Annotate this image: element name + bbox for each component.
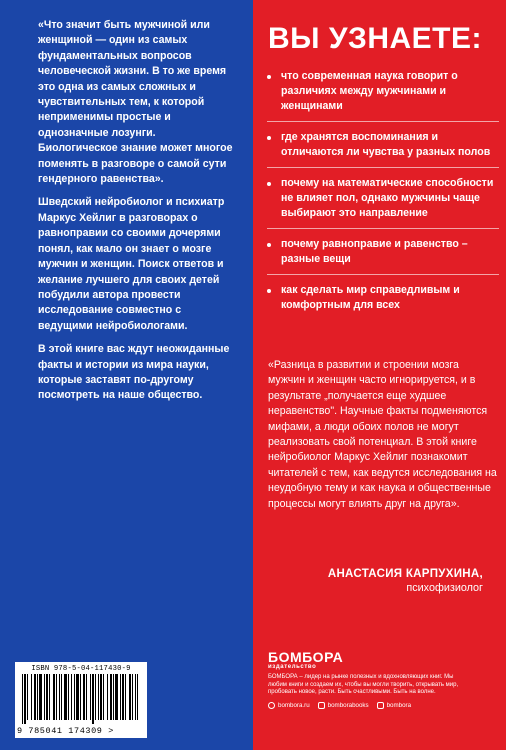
list-item	[267, 237, 499, 275]
instagram-icon	[318, 702, 325, 709]
publisher-block	[268, 650, 498, 709]
list-item-text: что современная наука говорит о различиях между мужчинами и женщинами	[281, 70, 458, 112]
publisher-logo: БОМБОРА	[268, 649, 344, 665]
bullet-list	[267, 69, 499, 328]
quote-author-role: психофизиолог	[406, 582, 483, 594]
barcode-number: 9 785041 174309 >	[17, 726, 114, 736]
annotation-paragraph-3: В этой книге вас ждут неожиданные факты и истории из мира науки, которые заставят по-другому посмотреть на наше общество.	[38, 343, 230, 402]
isbn-label: ISBN 978-5-04-117430-9	[31, 665, 131, 673]
bullet-dot-icon	[267, 243, 271, 247]
quote-attribution	[268, 568, 483, 594]
section-heading: ВЫ УЗНАЕТЕ:	[268, 22, 482, 55]
barcode-block	[15, 662, 147, 738]
right-panel	[253, 0, 506, 750]
list-item	[267, 69, 499, 122]
list-item	[267, 130, 499, 168]
bullet-dot-icon	[267, 75, 271, 79]
website-link-text: bombora.ru	[278, 701, 310, 709]
bullet-dot-icon	[267, 182, 271, 186]
publisher-links	[268, 702, 498, 709]
vk-link-text: bombora	[386, 701, 412, 709]
quote-author: АНАСТАСИЯ КАРПУХИНА,	[327, 568, 483, 580]
annotation-paragraph-1: «Что значит быть мужчиной или женщиной — один из самых фундаментальных вопросов человеческой жизни. В то же время это одна из самых сложных и чувствительных тем, к которой неприменимы простые и однозначные лозунги. Биологическое знание может многое поменять в разговоре о самой сути гендерного равенства».	[38, 19, 233, 186]
publisher-subtitle: издательство	[268, 664, 317, 670]
website-link[interactable]	[268, 702, 310, 709]
annotation-text	[38, 18, 238, 412]
vk-link[interactable]	[377, 702, 411, 709]
publisher-description: БОМБОРА – лидер на рынке полезных и вдохновляющих книг. Мы любим книги и создаем их, чтобы вы могли творить, открывать мир, пробовать новое, расти. Быть счастливыми. Быть на волне.	[268, 674, 459, 695]
list-item-text: почему на математические способности не влияет пол, однако мужчины чаще выбирают это направление	[281, 177, 494, 219]
globe-icon	[268, 702, 275, 709]
instagram-link-text: bomborabooks	[327, 701, 369, 709]
list-item	[267, 283, 499, 320]
list-item	[267, 176, 499, 229]
annotation-paragraph-2: Шведский нейробиолог и психиатр Маркус Хейлиг в разговорах о равноправии со своими дочерями понял, как мало он знает о мозге мужчин и женщин. Поиск ответов и желание лучшего для своих детей побудили автора провести исследование совместно с ведущими нейробиологами.	[38, 196, 225, 332]
list-item-text: почему равноправие и равенство – разные вещи	[281, 238, 468, 265]
barcode-image	[22, 674, 140, 724]
instagram-link[interactable]	[318, 702, 369, 709]
review-quote: «Разница в развитии и строении мозга мужчин и женщин часто игнорируется, и в результате „получается еще худшее неравенство". Научные факты подменяются мифами, а люди обоих полов не могут реализовать свой потенциал. В этой книге нейробиолог Маркус Хейлиг познакомит читателей с тем, как ведутся исследования на неудобную тему и как наука и общественные процессы могут влиять друг на друга».	[268, 359, 497, 510]
list-item-text: где хранятся воспоминания и отличаются ли чувства у разных полов	[281, 131, 491, 158]
list-item-text: как сделать мир справедливым и комфортным для всех	[281, 284, 460, 311]
vk-icon	[377, 702, 384, 709]
bullet-dot-icon	[267, 136, 271, 140]
bullet-dot-icon	[267, 289, 271, 293]
